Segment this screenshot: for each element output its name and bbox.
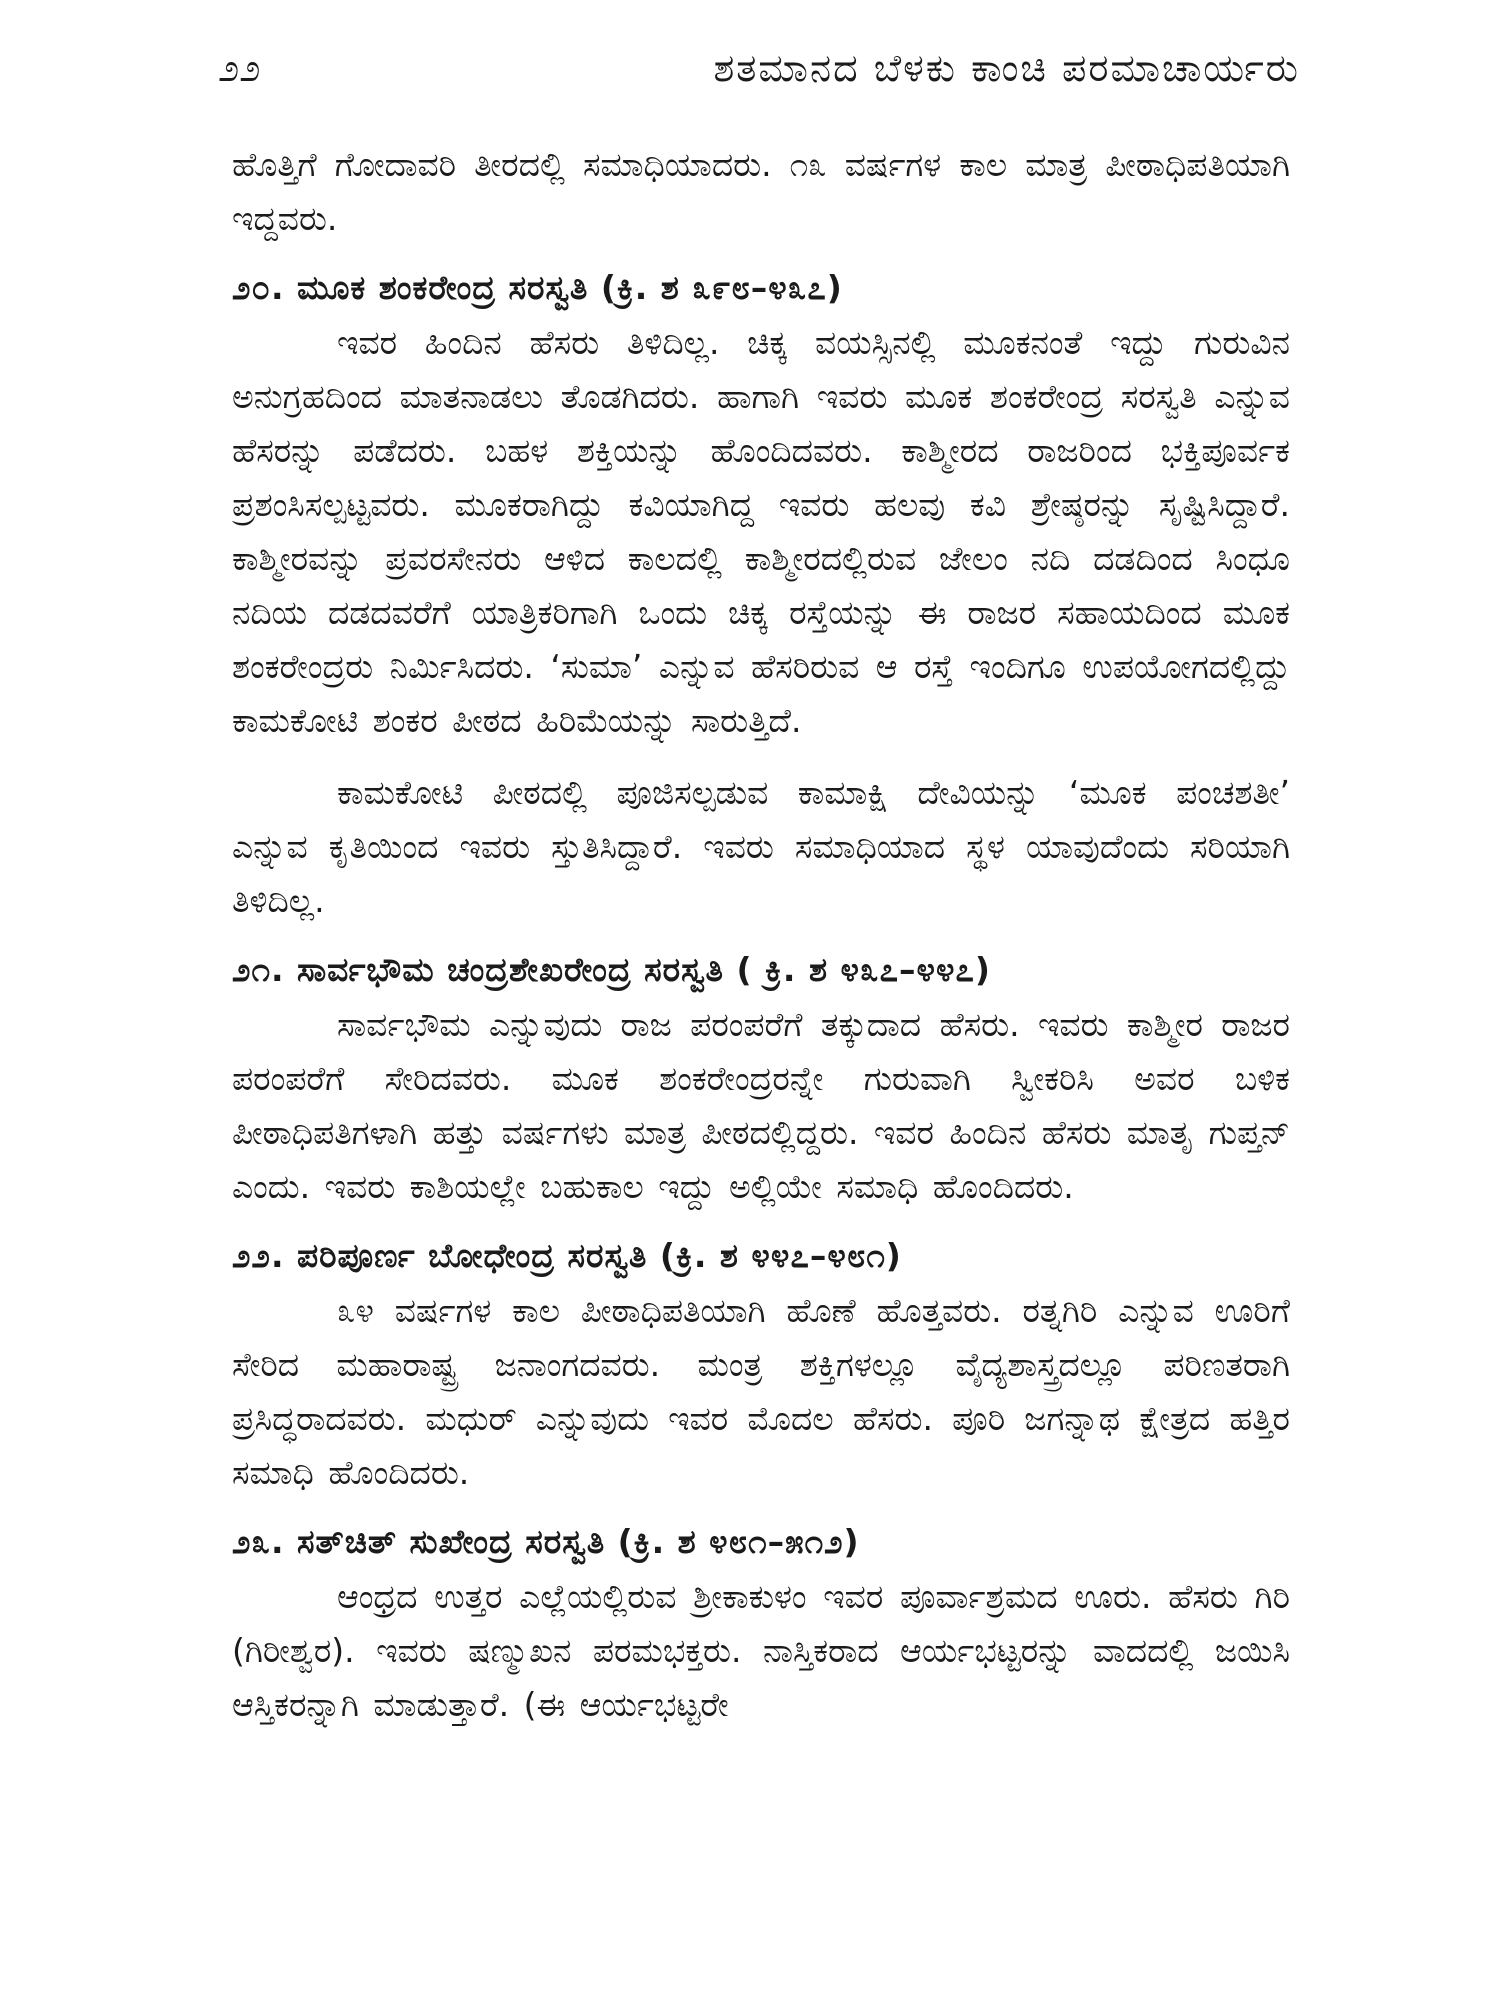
page-number: ೨೨ <box>218 46 261 90</box>
page-body <box>232 138 1290 1732</box>
running-title: ಶತಮಾನದ ಬೆಳಕು ಕಾಂಚಿ ಪರಮಾಚಾರ್ಯರು <box>713 46 1300 90</box>
continuation-paragraph: ಹೊತ್ತಿಗೆ ಗೋದಾವರಿ ತೀರದಲ್ಲಿ ಸಮಾಧಿಯಾದರು. ೧೩ ವರ್ಷಗಳ ಕಾಲ ಮಾತ್ರ ಪೀಠಾಧಿಪತಿಯಾಗಿ ಇದ್ದವರು. <box>232 145 1290 238</box>
section-22-paragraph: ೩೪ ವರ್ಷಗಳ ಕಾಲ ಪೀಠಾಧಿಪತಿಯಾಗಿ ಹೊಣೆ ಹೊತ್ತವರು. ರತ್ನಗಿರಿ ಎನ್ನುವ ಊರಿಗೆ ಸೇರಿದ ಮಹಾರಾಷ್ಟ್ರ ಜನಾಂಗದವರು. ಮಂತ್ರ ಶಕ್ತಿಗಳಲ್ಲೂ ವೈದ್ಯಶಾಸ್ತ್ರದಲ್ಲೂ ಪರಿಣತರಾಗಿ ಪ್ರಸಿದ್ಧರಾದವರು. ಮಧುರ್ ಎನ್ನುವುದು ಇವರ ಮೊದಲ ಹೆಸರು. ಪೂರಿ ಜಗನ್ನಾಥ ಕ್ಷೇತ್ರದ ಹತ್ತಿರ ಸಮಾಧಿ ಹೊಂದಿದರು. <box>232 1291 1290 1492</box>
page-header <box>218 38 1300 98</box>
section-heading-22: ೨೨. ಪರಿಪೂರ್ಣ ಬೋಧೇಂದ್ರ ಸರಸ್ವತಿ (ಕ್ರಿ. ಶ ೪೪೭–೪೮೧) <box>232 1236 902 1275</box>
section-21-paragraph: ಸಾರ್ವಭೌಮ ಎನ್ನುವುದು ರಾಜ ಪರಂಪರೆಗೆ ತಕ್ಕುದಾದ ಹೆಸರು. ಇವರು ಕಾಶ್ಮೀರ ರಾಜರ ಪರಂಪರೆಗೆ ಸೇರಿದವರು. ಮೂಕ ಶಂಕರೇಂದ್ರರನ್ನೇ ಗುರುವಾಗಿ ಸ್ವೀಕರಿಸಿ ಅವರ ಬಳಿಕ ಪೀಠಾಧಿಪತಿಗಳಾಗಿ ಹತ್ತು ವರ್ಷಗಳು ಮಾತ್ರ ಪೀಠದಲ್ಲಿದ್ದರು. ಇವರ ಹಿಂದಿನ ಹೆಸರು ಮಾತೃ ಗುಪ್ತನ್ ಎಂದು. ಇವರು ಕಾಶಿಯಲ್ಲೇ ಬಹುಕಾಲ ಇದ್ದು ಅಲ್ಲಿಯೇ ಸಮಾಧಿ ಹೊಂದಿದರು. <box>232 1005 1290 1206</box>
section-23-paragraph: ಆಂಧ್ರದ ಉತ್ತರ ಎಲ್ಲೆಯಲ್ಲಿರುವ ಶ್ರೀಕಾಕುಳಂ ಇವರ ಪೂರ್ವಾಶ್ರಮದ ಊರು. ಹೆಸರು ಗಿರಿ (ಗಿರೀಶ್ವರ). ಇವರು ಷಣ್ಮುಖನ ಪರಮಭಕ್ತರು. ನಾಸ್ತಿಕರಾದ ಆರ್ಯಭಟ್ಟರನ್ನು ವಾದದಲ್ಲಿ ಜಯಿಸಿ ಆಸ್ತಿಕರನ್ನಾಗಿ ಮಾಡುತ್ತಾರೆ. (ಈ ಆರ್ಯಭಟ್ಟರೇ <box>232 1577 1290 1724</box>
section-20-paragraph-2: ಕಾಮಕೋಟಿ ಪೀಠದಲ್ಲಿ ಪೂಜಿಸಲ್ಪಡುವ ಕಾಮಾಕ್ಷಿ ದೇವಿಯನ್ನು ‘ಮೂಕ ಪಂಚಶತೀ’ ಎನ್ನುವ ಕೃತಿಯಿಂದ ಇವರು ಸ್ತುತಿಸಿದ್ದಾರೆ. ಇವರು ಸಮಾಧಿಯಾದ ಸ್ಥಳ ಯಾವುದೆಂದು ಸರಿಯಾಗಿ ತಿಳಿದಿಲ್ಲ. <box>232 773 1290 920</box>
section-20-paragraph-1: ಇವರ ಹಿಂದಿನ ಹೆಸರು ತಿಳಿದಿಲ್ಲ. ಚಿಕ್ಕ ವಯಸ್ಸಿನಲ್ಲಿ ಮೂಕನಂತೆ ಇದ್ದು ಗುರುವಿನ ಅನುಗ್ರಹದಿಂದ ಮಾತನಾಡಲು ತೊಡಗಿದರು. ಹಾಗಾಗಿ ಇವರು ಮೂಕ ಶಂಕರೇಂದ್ರ ಸರಸ್ವತಿ ಎನ್ನುವ ಹೆಸರನ್ನು ಪಡೆದರು. ಬಹಳ ಶಕ್ತಿಯನ್ನು ಹೊಂದಿದವರು. ಕಾಶ್ಮೀರದ ರಾಜರಿಂದ ಭಕ್ತಿಪೂರ್ವಕ ಪ್ರಶಂಸಿಸಲ್ಪಟ್ಟವರು. ಮೂಕರಾಗಿದ್ದು ಕವಿಯಾಗಿದ್ದ ಇವರು ಹಲವು ಕವಿ ಶ್ರೇಷ್ಠರನ್ನು ಸೃಷ್ಟಿಸಿದ್ದಾರೆ. ಕಾಶ್ಮೀರವನ್ನು ಪ್ರವರಸೇನರು ಆಳಿದ ಕಾಲದಲ್ಲಿ ಕಾಶ್ಮೀರದಲ್ಲಿರುವ ಜೇಲಂ ನದಿ ದಡದಿಂದ ಸಿಂಧೂ ನದಿಯ ದಡದವರೆಗೆ ಯಾತ್ರಿಕರಿಗಾಗಿ ಒಂದು ಚಿಕ್ಕ ರಸ್ತೆಯನ್ನು ಈ ರಾಜರ ಸಹಾಯದಿಂದ ಮೂಕ ಶಂಕರೇಂದ್ರರು ನಿರ್ಮಿಸಿದರು. ‘ಸುಮಾ’ ಎನ್ನುವ ಹೆಸರಿರುವ ಆ ರಸ್ತೆ ಇಂದಿಗೂ ಉಪಯೋಗದಲ್ಲಿದ್ದು ಕಾಮಕೋಟಿ ಶಂಕರ ಪೀಠದ ಹಿರಿಮೆಯನ್ನು ಸಾರುತ್ತಿದೆ. <box>232 323 1290 740</box>
section-heading-20: ೨೦. ಮೂಕ ಶಂಕರೇಂದ್ರ ಸರಸ್ವತಿ (ಕ್ರಿ. ಶ ೩೯೮–೪೩೭) <box>232 268 843 307</box>
section-heading-21: ೨೧. ಸಾರ್ವಭೌಮ ಚಂದ್ರಶೇಖರೇಂದ್ರ ಸರಸ್ವತಿ ( ಕ್ರಿ. ಶ ೪೩೭–೪೪೭) <box>232 950 991 989</box>
section-heading-23: ೨೩. ಸತ್‌ಚಿತ್ ಸುಖೇಂದ್ರ ಸರಸ್ವತಿ (ಕ್ರಿ. ಶ ೪೮೧–೫೧೨) <box>232 1522 860 1561</box>
